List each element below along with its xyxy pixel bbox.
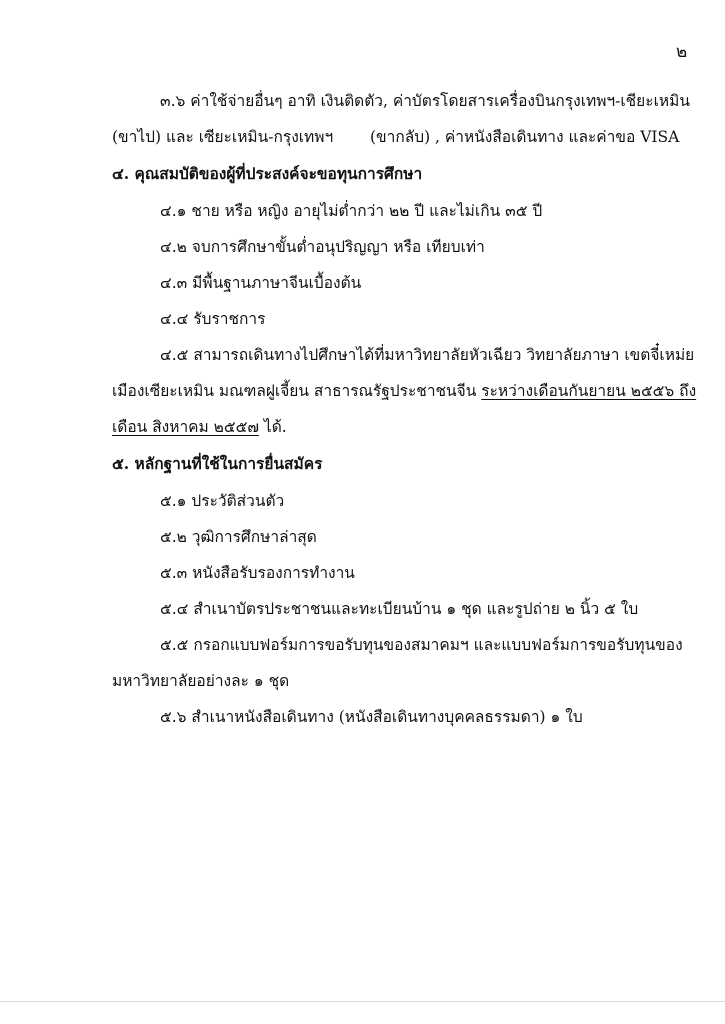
section-4-item-5-date-range-start: ระหว่างเดือนกันยายน ๒๕๕๖ ถึง <box>481 382 697 400</box>
section-3-6-line-2-part-1: (ขาไป) และ เซียะเหมิน-กรุงเทพฯ <box>112 128 334 146</box>
section-4-item-4: ๔.๔ รับราชการ <box>160 310 266 328</box>
section-3-6-line-1: ๓.๖ ค่าใช้จ่ายอื่นๆ อาทิ เงินติดตัว, ค่าบัตรโดยสารเครื่องบินกรุงเทพฯ-เชียะเหมิน <box>160 92 690 110</box>
section-5-item-3: ๕.๓ หนังสือรับรองการทำงาน <box>160 564 355 582</box>
section-4-item-5-line-1: ๔.๕ สามารถเดินทางไปศึกษาได้ที่มหาวิทยาลัยหัวเฉียว วิทยาลัยภาษา เขตจี๋เหม่ย <box>160 346 695 364</box>
page-number: ๒ <box>676 42 688 62</box>
section-4-item-5-date-range-end: เดือน สิงหาคม ๒๕๕๗ <box>112 418 259 436</box>
section-4-item-1: ๔.๑ ชาย หรือ หญิง อายุไม่ต่ำกว่า ๒๒ ปี และไม่เกิน ๓๕ ปี <box>160 202 543 220</box>
section-5-item-5-line-1: ๕.๕ กรอกแบบฟอร์มการขอรับทุนของสมาคมฯ และแบบฟอร์มการขอรับทุนของ <box>160 636 683 654</box>
section-5-item-2: ๕.๒ วุฒิการศึกษาล่าสุด <box>160 528 317 546</box>
section-4-heading: ๔. คุณสมบัติของผู้ที่ประสงค์จะขอทุนการศึกษา <box>112 164 423 183</box>
section-5-item-5-line-2: มหาวิทยาลัยอย่างละ ๑ ชุด <box>112 672 290 690</box>
section-4-item-3: ๔.๓ มีพื้นฐานภาษาจีนเบื้องต้น <box>160 274 362 292</box>
section-5-item-6: ๕.๖ สำเนาหนังสือเดินทาง (หนังสือเดินทางบุคคลธรรมดา) ๑ ใบ <box>160 708 583 726</box>
section-4-item-2: ๔.๒ จบการศึกษาขั้นต่ำอนุปริญญา หรือ เทียบเท่า <box>160 238 485 256</box>
section-5-item-4: ๕.๔ สำเนาบัตรประชาชนและทะเบียนบ้าน ๑ ชุด และรูปถ่าย ๒ นิ้ว ๕ ใบ <box>160 600 639 618</box>
section-3-6-line-2-part-2: (ขากลับ) , ค่าหนังสือเดินทาง และค่าขอ VISA <box>370 128 680 146</box>
section-5-heading: ๕. หลักฐานที่ใช้ในการยื่นสมัคร <box>112 454 323 473</box>
section-5-item-1: ๕.๑ ประวัติส่วนตัว <box>160 492 285 510</box>
scan-edge-divider <box>0 1001 725 1002</box>
section-4-item-5-line-2-plain: เมืองเซียะเหมิน มณฑลฝูเจี้ยน สาธารณรัฐประชาชนจีน <box>112 382 482 400</box>
section-4-item-5-line-2 <box>112 384 696 400</box>
section-4-item-5-line-3-plain: ได้. <box>259 418 287 436</box>
section-4-item-5-line-3 <box>112 420 287 436</box>
